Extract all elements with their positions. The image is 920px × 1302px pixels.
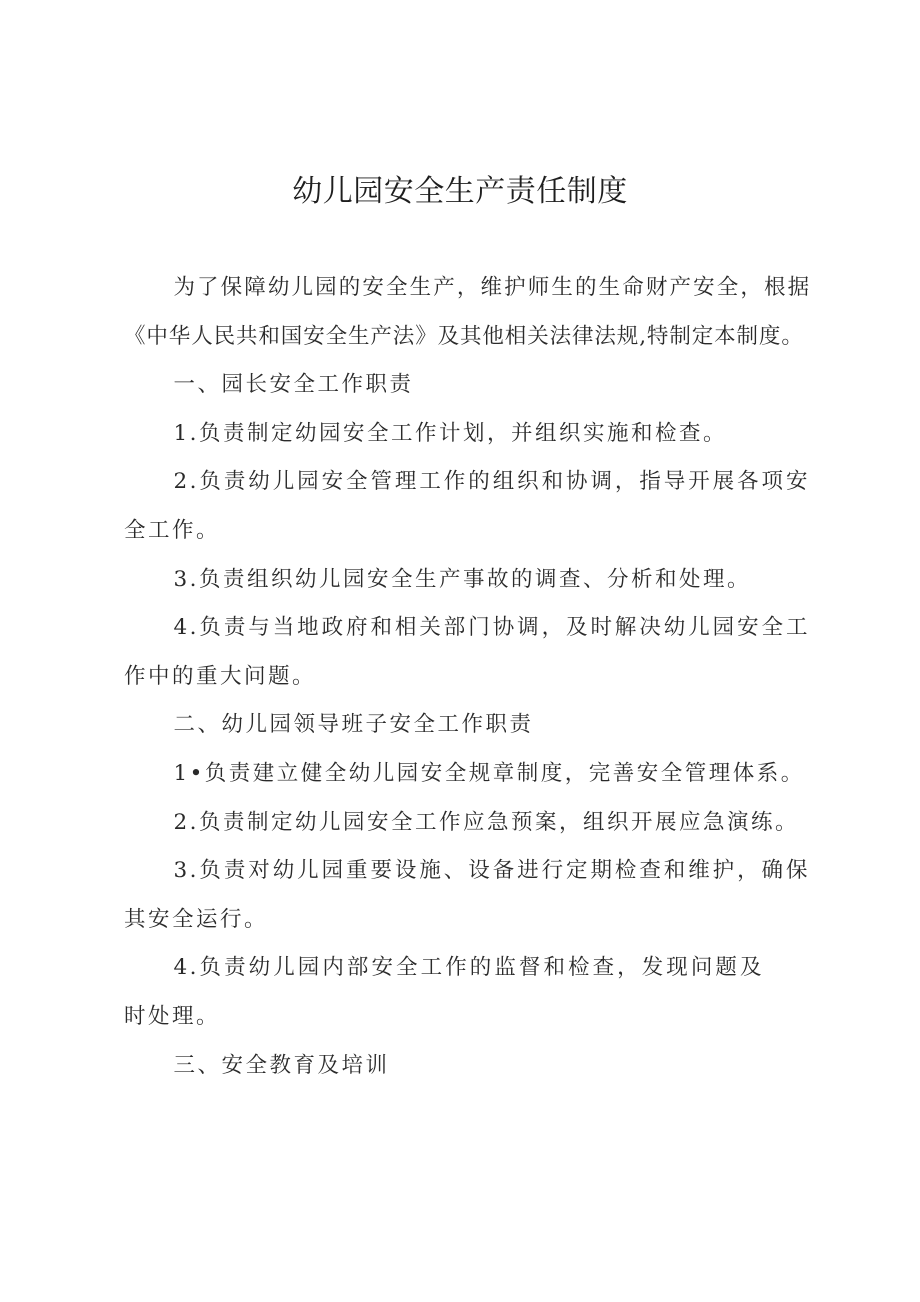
document-body: [124, 264, 810, 1090]
section-heading: 三、安全教育及培训: [173, 1052, 390, 1078]
list-item: 2.负责幼儿园安全管理工作的组织和协调，指导开展各项安全工作。: [124, 469, 810, 543]
intro-paragraph: 为了保障幼儿园的安全生产，维护师生的生命财产安全，根据《中华人民共和国安全生产法》及其他相关法律法规,特制定本制度。: [124, 275, 810, 349]
document-title: 幼儿园安全生产责任制度: [292, 174, 628, 209]
list-item: 1.负责制定幼园安全工作计划，并组织实施和检查。: [173, 420, 727, 446]
list-item: 2.负责制定幼儿园安全工作应急预案，组织开展应急演练。: [173, 809, 799, 835]
list-item: 3.负责对幼儿园重要设施、设备进行定期检查和维护，确保其安全运行。: [124, 858, 810, 932]
list-item: 3.负责组织幼儿园安全生产事故的调查、分析和处理。: [173, 566, 751, 592]
list-item: 1•负责建立健全幼儿园安全规章制度，完善安全管理体系。: [173, 760, 805, 786]
list-item: 4.负责幼儿园内部安全工作的监督和检查，发现问题及时处理。: [124, 955, 764, 1029]
list-item: 4.负责与当地政府和相关部门协调，及时解决幼儿园安全工作中的重大问题。: [124, 615, 810, 689]
section-heading: 二、幼儿园领导班子安全工作职责: [173, 712, 534, 738]
section-heading: 一、园长安全工作职责: [173, 372, 414, 398]
